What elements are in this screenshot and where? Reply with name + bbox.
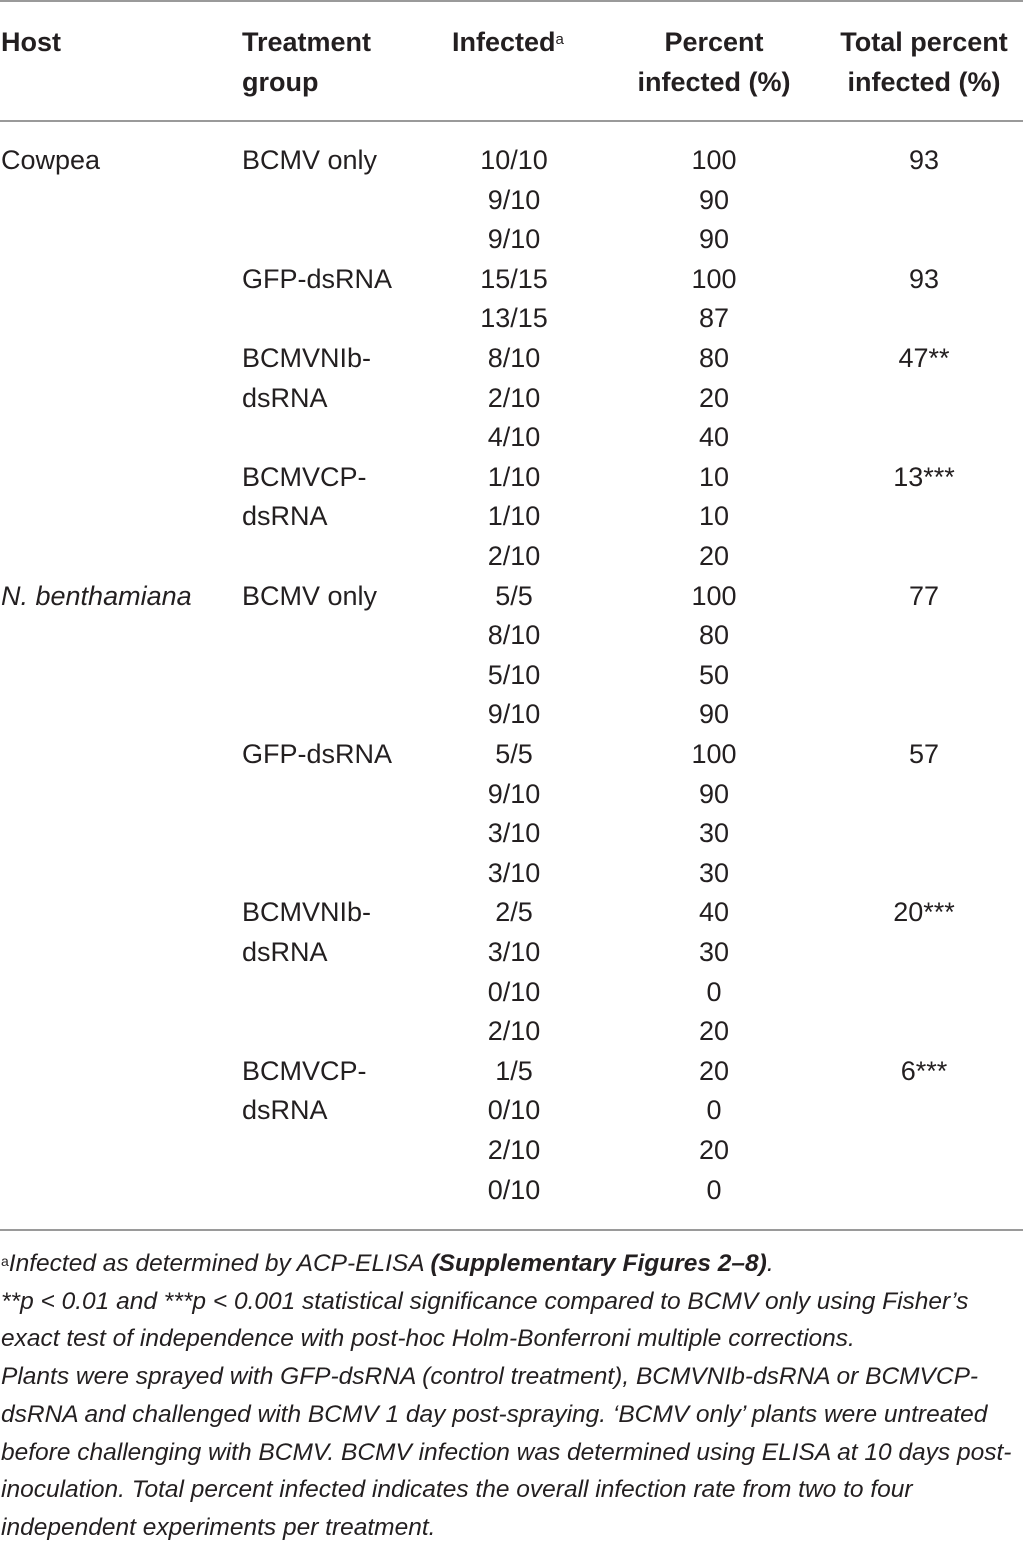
cell-percent-infected: 40	[698, 897, 730, 928]
header-total-line1: Total percent	[840, 27, 1008, 57]
cell-total-percent: 20***	[893, 897, 955, 928]
header-infected-label: Infected	[452, 27, 556, 57]
cell-host: Cowpea	[1, 145, 101, 175]
cell-total-percent: 93	[908, 263, 940, 294]
cell-total-percent: 6***	[900, 1055, 948, 1086]
header-total-percent	[824, 22, 1023, 102]
header-treatment-line2: group	[242, 67, 319, 97]
cell-infected: 2/10	[487, 1016, 541, 1047]
cell-infected: 5/5	[495, 580, 533, 611]
cell-treatment-group: BCMV only	[242, 580, 378, 611]
cell-percent-infected: 90	[698, 699, 730, 730]
cell-percent-infected: 100	[691, 263, 737, 294]
cell-percent-infected: 90	[698, 778, 730, 809]
cell-infected: 2/10	[487, 1135, 541, 1165]
footnote-a-end: .	[766, 1250, 774, 1277]
cell-infected: 0/10	[487, 1174, 541, 1205]
table-top-rule	[0, 0, 1023, 2]
cell-infected: 1/5	[495, 1055, 533, 1086]
cell-infected: 1/10	[487, 461, 541, 492]
cell-infected: 13/15	[480, 303, 548, 334]
cell-infected: 5/10	[487, 659, 541, 690]
cell-percent-infected: 100	[691, 580, 737, 611]
footnote-a	[1, 1245, 1021, 1283]
cell-infected: 9/10	[487, 778, 541, 809]
cell-total-percent: 13***	[893, 461, 955, 492]
cell-percent-infected: 30	[698, 937, 730, 967]
cell-treatment-group: BCMVCP-	[242, 461, 367, 492]
cell-infected: 1/10	[487, 501, 541, 532]
cell-percent-infected: 50	[698, 659, 730, 690]
cell-treatment-group: BCMVNIb-	[242, 343, 372, 373]
cell-infected: 0/10	[487, 976, 541, 1007]
cell-infected: 8/10	[487, 343, 541, 373]
header-total-line2: infected (%)	[847, 67, 1001, 97]
table-footnotes	[1, 1245, 1021, 1547]
cell-infected: 15/15	[480, 263, 548, 294]
cell-percent-infected: 100	[691, 739, 737, 769]
cell-infected: 8/10	[487, 620, 541, 651]
header-host: Host	[1, 27, 61, 57]
cell-infected: 3/10	[487, 857, 541, 888]
cell-percent-infected: 80	[698, 343, 730, 373]
cell-treatment-group: BCMVNIb-	[242, 897, 372, 928]
cell-infected: 9/10	[487, 224, 541, 255]
cell-percent-infected: 80	[698, 620, 730, 651]
cell-percent-infected: 0	[706, 1095, 722, 1126]
header-treatment-group	[242, 22, 371, 102]
cell-infected: 2/5	[495, 897, 533, 928]
header-infected-superscript: a	[555, 31, 564, 48]
cell-infected: 2/10	[487, 541, 541, 571]
cell-infected: 3/10	[487, 937, 541, 967]
cell-percent-infected: 30	[698, 857, 730, 888]
cell-infected: 10/10	[480, 145, 548, 175]
table-header-rule	[0, 120, 1023, 122]
cell-percent-infected: 20	[698, 1055, 730, 1086]
cell-infected: 4/10	[487, 422, 541, 453]
footnote-statistics: **p < 0.01 and ***p < 0.001 statistical significance compared to BCMV only using Fisher’s exact test of independence with post-hoc Holm-Bonferroni multiple corrections.	[1, 1287, 969, 1353]
cell-infected: 2/10	[487, 382, 541, 413]
cell-total-percent: 57	[908, 739, 940, 769]
footnote-a-marker: a	[1, 1253, 9, 1269]
cell-percent-infected: 0	[706, 1174, 722, 1205]
footnote-a-text: Infected as determined by ACP-ELISA	[8, 1250, 431, 1277]
cell-treatment-group: BCMVCP-	[242, 1055, 367, 1086]
cell-treatment-group: dsRNA	[242, 501, 328, 532]
header-percent-line2: infected (%)	[637, 67, 791, 97]
cell-host: N. benthamiana	[1, 580, 192, 611]
cell-infected: 9/10	[487, 699, 541, 730]
cell-percent-infected: 20	[698, 1135, 730, 1165]
header-percent-line1: Percent	[664, 27, 764, 57]
cell-treatment-group: dsRNA	[242, 937, 328, 967]
header-treatment-line1: Treatment	[242, 27, 372, 57]
footnote-a-reference: (Supplementary Figures 2–8)	[430, 1250, 767, 1277]
cell-percent-infected: 90	[698, 224, 730, 255]
header-infected	[452, 22, 564, 62]
cell-total-percent: 47**	[898, 343, 950, 373]
header-percent-infected	[614, 22, 814, 102]
cell-percent-infected: 40	[698, 422, 730, 453]
cell-percent-infected: 100	[691, 145, 737, 175]
cell-treatment-group: BCMV only	[242, 145, 378, 175]
cell-percent-infected: 10	[698, 501, 730, 532]
cell-percent-infected: 20	[698, 1016, 730, 1047]
cell-percent-infected: 0	[706, 976, 722, 1007]
cell-infected: 3/10	[487, 818, 541, 849]
cell-total-percent: 93	[908, 145, 940, 175]
cell-percent-infected: 20	[698, 541, 730, 571]
cell-treatment-group: dsRNA	[242, 1095, 328, 1126]
cell-percent-infected: 90	[698, 184, 730, 215]
cell-total-percent: 77	[908, 580, 940, 611]
cell-percent-infected: 10	[698, 461, 730, 492]
cell-percent-infected: 30	[698, 818, 730, 849]
footnote-methods: Plants were sprayed with GFP-dsRNA (control treatment), BCMVNIb-dsRNA or BCMVCP-dsRNA and challenged with BCMV 1 day post-spraying. ‘BCMV only’ plants were untreated before challenging with BCMV. BCMV infection was determined using ELISA at 10 days post-inoculation. Total percent infected indicates the overall infection rate from two to four independent experiments per treatment.	[1, 1363, 1012, 1541]
cell-percent-infected: 87	[698, 303, 730, 334]
cell-infected: 0/10	[487, 1095, 541, 1126]
cell-infected: 5/5	[495, 739, 533, 769]
cell-treatment-group: GFP-dsRNA	[242, 739, 393, 769]
table-bottom-rule	[0, 1229, 1023, 1231]
cell-treatment-group: dsRNA	[242, 382, 328, 413]
cell-treatment-group: GFP-dsRNA	[242, 263, 393, 294]
cell-percent-infected: 20	[698, 382, 730, 413]
cell-infected: 9/10	[487, 184, 541, 215]
